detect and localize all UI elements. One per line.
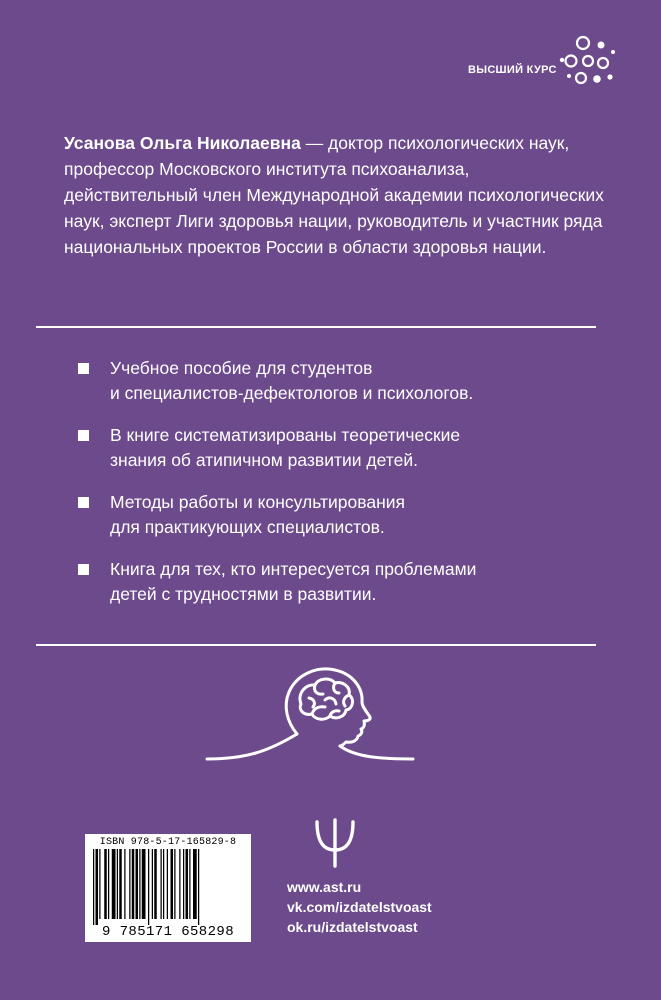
author-description: — доктор психологических наук, профессор Московского института психоанализа, действительный член Международной академии психологических наук, эксперт Лиги здоровья нации, руководитель и участник ряда национальных проектов России в области здоровья нации. xyxy=(64,133,604,257)
list-item-line: В книге систематизированы теоретические xyxy=(110,425,461,445)
barcode-bar xyxy=(179,849,180,919)
link-website[interactable]: www.ast.ru xyxy=(287,879,362,895)
author-bio xyxy=(64,130,604,260)
list-item-line: детей с трудностями в развитии. xyxy=(110,584,377,604)
barcode-bar xyxy=(117,849,118,919)
divider-top xyxy=(36,326,596,328)
barcode-bar xyxy=(186,849,189,919)
barcode-bar xyxy=(104,849,107,919)
list-item xyxy=(78,557,598,607)
list-item-line: Методы работы и консультирования xyxy=(110,492,406,512)
bullet-square-icon xyxy=(78,564,89,575)
isbn-barcode xyxy=(85,834,251,942)
list-item-line: Учебное пособие для студентов xyxy=(110,358,373,378)
barcode-bar xyxy=(139,849,140,919)
barcode-bar xyxy=(132,849,135,919)
barcode-bar xyxy=(198,849,199,925)
list-item xyxy=(78,490,598,540)
barcode-bar xyxy=(108,849,109,919)
barcode-bar xyxy=(171,849,174,919)
barcode-bar xyxy=(154,849,157,919)
series-label: ВЫСШИЙ КУРС xyxy=(468,64,557,76)
isbn-label: ISBN 978-5-17-165829-8 xyxy=(99,837,237,848)
barcode-bar xyxy=(152,849,153,919)
barcode-bar xyxy=(96,849,99,925)
publisher-links xyxy=(287,877,432,937)
barcode-bars xyxy=(93,849,243,925)
list-item-line: для практикующих специалистов. xyxy=(110,517,385,537)
link-ok[interactable]: ok.ru/izdatelstvoast xyxy=(287,919,418,935)
head-brain-icon xyxy=(205,660,415,770)
psi-icon xyxy=(311,818,359,868)
barcode-bar xyxy=(189,849,190,919)
author-name: Усанова Ольга Николаевна xyxy=(64,133,301,153)
barcode-bar xyxy=(148,849,149,925)
list-item-line: Книга для тех, кто интересуется проблемами xyxy=(110,559,477,579)
barcode-bar xyxy=(163,849,164,919)
bullet-square-icon xyxy=(78,363,89,374)
barcode-bar xyxy=(193,849,197,919)
barcode-bar xyxy=(142,849,146,919)
barcode-bar xyxy=(183,849,184,919)
list-item-line: знания об атипичном развитии детей. xyxy=(110,450,418,470)
barcode-bar xyxy=(129,849,130,919)
barcode-bar xyxy=(119,849,122,919)
dots-circle-logo-icon xyxy=(557,30,619,92)
barcode-bar xyxy=(124,849,125,919)
isbn-digits: 9 785171 658298 xyxy=(101,924,235,940)
list-item-line: и специалистов-дефектологов и психологов. xyxy=(110,383,474,403)
barcode-bar xyxy=(167,849,168,919)
barcode-bar xyxy=(112,849,116,919)
list-item xyxy=(78,356,598,406)
link-vk[interactable]: vk.com/izdatelstvoast xyxy=(287,899,432,915)
barcode-bar xyxy=(93,849,94,925)
barcode-bar xyxy=(99,849,100,919)
list-item xyxy=(78,423,598,473)
bullet-square-icon xyxy=(78,497,89,508)
feature-list xyxy=(78,356,598,624)
barcode-bar xyxy=(136,849,139,919)
barcode-bar xyxy=(161,849,162,919)
barcode-bar xyxy=(174,849,175,919)
divider-bottom xyxy=(36,644,596,646)
bullet-square-icon xyxy=(78,430,89,441)
